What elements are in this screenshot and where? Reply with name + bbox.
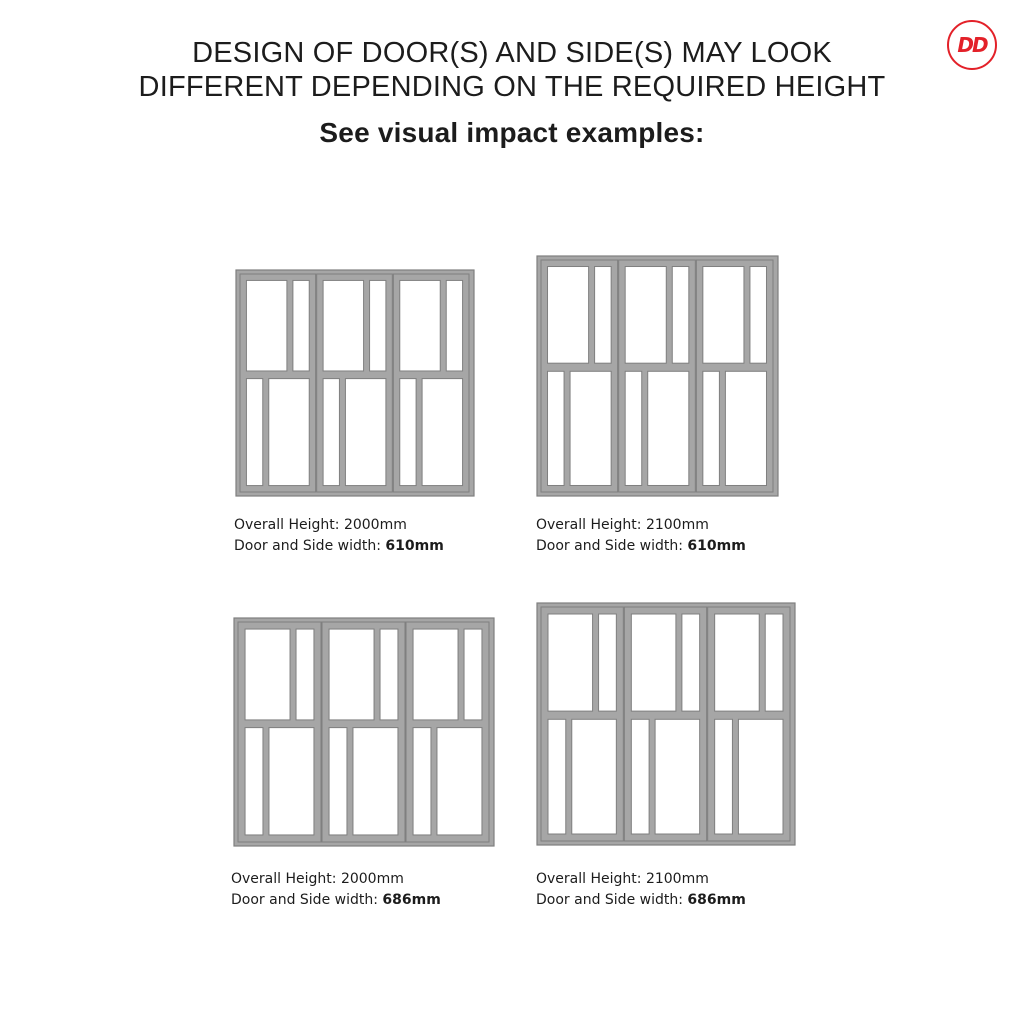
glass-pane	[370, 280, 386, 371]
example-1-height: Overall Height: 2000mm	[234, 517, 407, 533]
glass-pane	[413, 728, 431, 835]
glass-pane	[400, 379, 416, 486]
door-example-4	[537, 603, 795, 845]
glass-pane	[703, 267, 744, 364]
glass-pane	[631, 614, 676, 711]
glass-pane	[738, 719, 783, 834]
example-1-caption	[234, 515, 444, 557]
glass-pane	[625, 371, 642, 485]
glass-pane	[715, 719, 733, 834]
glass-pane	[572, 719, 617, 834]
example-2-height: Overall Height: 2100mm	[536, 517, 709, 533]
glass-pane	[380, 629, 398, 720]
glass-pane	[631, 719, 649, 834]
glass-pane	[446, 280, 462, 371]
glass-pane	[599, 614, 617, 711]
glass-pane	[625, 267, 666, 364]
glass-pane	[648, 371, 689, 485]
heading-line-1: DESIGN OF DOOR(S) AND SIDE(S) MAY LOOK	[192, 37, 832, 69]
glass-pane	[323, 379, 339, 486]
glass-pane	[345, 379, 385, 486]
glass-pane	[703, 371, 720, 485]
glass-pane	[750, 267, 767, 364]
glass-pane	[725, 371, 766, 485]
glass-pane	[400, 280, 440, 371]
door-example-3	[234, 618, 494, 846]
example-3-caption	[231, 869, 441, 911]
glass-pane	[682, 614, 700, 711]
glass-pane	[246, 280, 286, 371]
glass-pane	[548, 371, 565, 485]
glass-pane	[422, 379, 462, 486]
glass-pane	[595, 267, 612, 364]
glass-pane	[246, 379, 262, 486]
example-3-height: Overall Height: 2000mm	[231, 871, 404, 887]
dd-logo	[947, 20, 997, 70]
glass-pane	[329, 728, 347, 835]
heading-line-2: DIFFERENT DEPENDING ON THE REQUIRED HEIGHT	[138, 71, 886, 103]
door-example-1	[236, 270, 474, 496]
glass-pane	[464, 629, 482, 720]
example-3-width: Door and Side width: 686mm	[231, 892, 441, 908]
dd-logo-text: DD	[957, 33, 987, 57]
glass-pane	[329, 629, 374, 720]
example-4-caption	[536, 869, 746, 911]
example-4-width: Door and Side width: 686mm	[536, 892, 746, 908]
glass-pane	[245, 629, 290, 720]
example-1-width: Door and Side width: 610mm	[234, 538, 444, 554]
glass-pane	[269, 379, 309, 486]
glass-pane	[548, 719, 566, 834]
glass-pane	[655, 719, 700, 834]
glass-pane	[437, 728, 482, 835]
glass-pane	[245, 728, 263, 835]
example-2-width: Door and Side width: 610mm	[536, 538, 746, 554]
glass-pane	[353, 728, 398, 835]
glass-pane	[269, 728, 314, 835]
glass-pane	[548, 614, 593, 711]
glass-pane	[765, 614, 783, 711]
glass-pane	[296, 629, 314, 720]
heading-subtitle: See visual impact examples:	[319, 117, 705, 148]
door-example-2	[537, 256, 778, 496]
glass-pane	[293, 280, 309, 371]
glass-pane	[413, 629, 458, 720]
glass-pane	[548, 267, 589, 364]
example-4-height: Overall Height: 2100mm	[536, 871, 709, 887]
glass-pane	[323, 280, 363, 371]
glass-pane	[672, 267, 689, 364]
example-2-caption	[536, 515, 746, 557]
glass-pane	[570, 371, 611, 485]
glass-pane	[715, 614, 760, 711]
